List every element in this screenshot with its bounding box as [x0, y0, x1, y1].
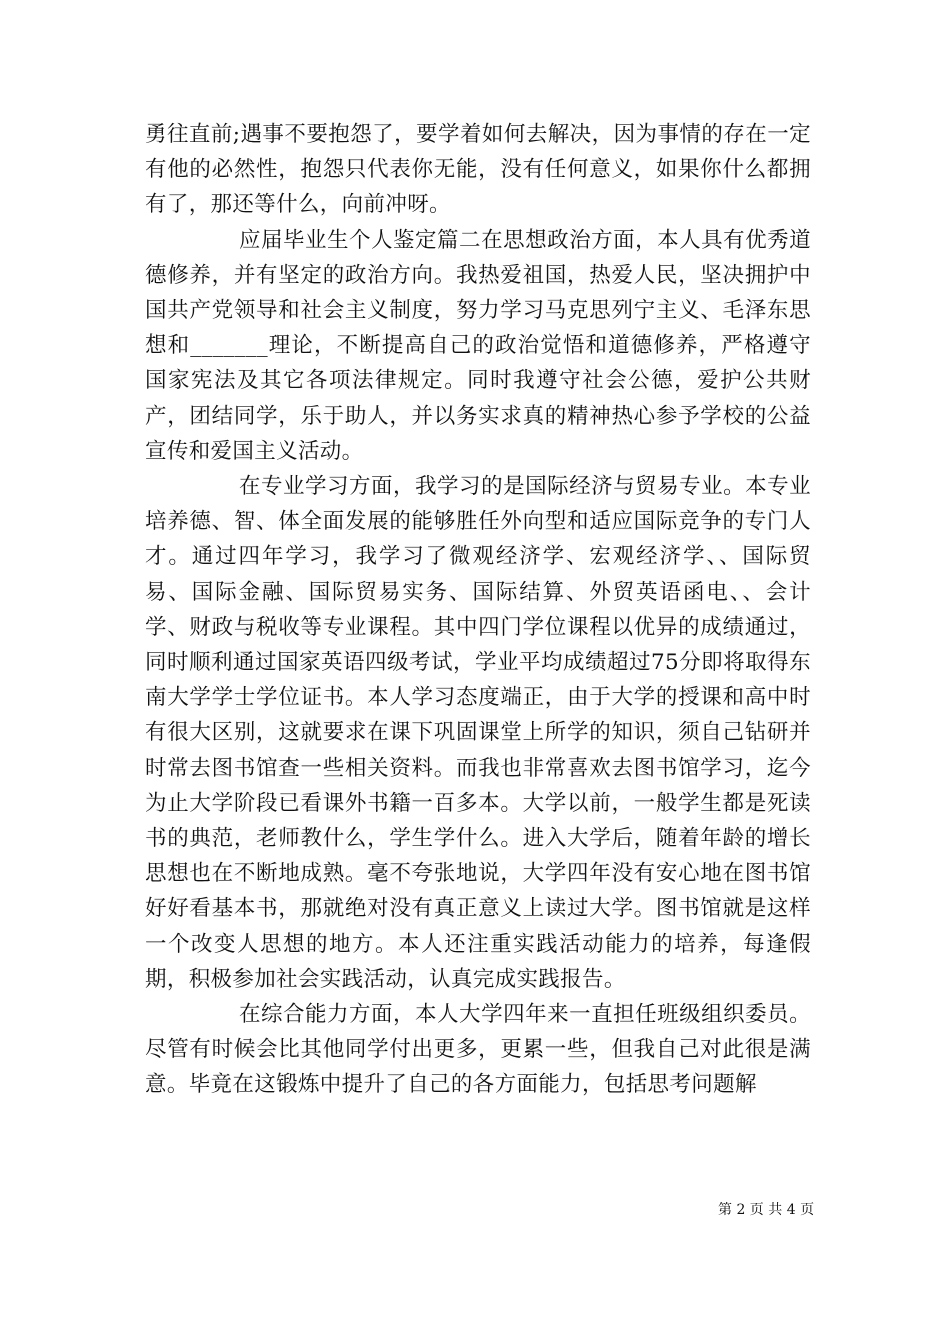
document-body: [145, 117, 811, 1103]
paragraph-1: 勇往直前;遇事不要抱怨了，要学着如何去解决，因为事情的存在一定有他的必然性，抱怨只代表你无能，没有任何意义，如果你什么都拥有了，那还等什么，向前冲呀。: [145, 122, 811, 218]
page-number-footer: 第 2 页 共 4 页: [718, 1202, 815, 1218]
paragraph-3: 在专业学习方面，我学习的是国际经济与贸易专业。本专业培养德、智、体全面发展的能够胜任外向型和适应国际竞争的专门人才。通过四年学习，我学习了微观经济学、宏观经济学、、国际贸易、国际金融、国际贸易实务、国际结算、外贸英语函电、、会计学、财政与税收等专业课程。其中四门学位课程以优异的成绩通过，同时顺利通过国家英语四级考试，学业平均成绩超过75分即将取得东南大学学士学位证书。本人学习态度端正，由于大学的授课和高中时有很大区别，这就要求在课下巩固课堂上所学的知识，须自己钻研并时常去图书馆查一些相关资料。而我也非常喜欢去图书馆学习，迄今为止大学阶段已看课外书籍一百多本。大学以前，一般学生都是死读书的典范，老师教什么，学生学什么。进入大学后，随着年龄的增长思想也在不断地成熟。毫不夸张地说，大学四年没有安心地在图书馆好好看基本书，那就绝对没有真正意义上读过大学。图书馆就是这样一个改变人思想的地方。本人还注重实践活动能力的培养，每逢假期，积极参加社会实践活动，认真完成实践报告。: [145, 474, 811, 992]
paragraph-2: 应届毕业生个人鉴定篇二在思想政治方面，本人具有优秀道德修养，并有坚定的政治方向。我热爱祖国，热爱人民，坚决拥护中国共产党领导和社会主义制度，努力学习马克思列宁主义、毛泽东思想和_______理论，不断提高自己的政治觉悟和道德修养，严格遵守国家宪法及其它各项法律规定。同时我遵守社会公德，爱护公共财产，团结同学，乐于助人，并以务实求真的精神热心参予学校的公益宣传和爱国主义活动。: [145, 227, 811, 464]
paragraph-4: 在综合能力方面，本人大学四年来一直担任班级组织委员。尽管有时候会比其他同学付出更多，更累一些，但我自己对此很是满意。毕竟在这锻炼中提升了自己的各方面能力，包括思考问题解: [145, 1002, 811, 1098]
